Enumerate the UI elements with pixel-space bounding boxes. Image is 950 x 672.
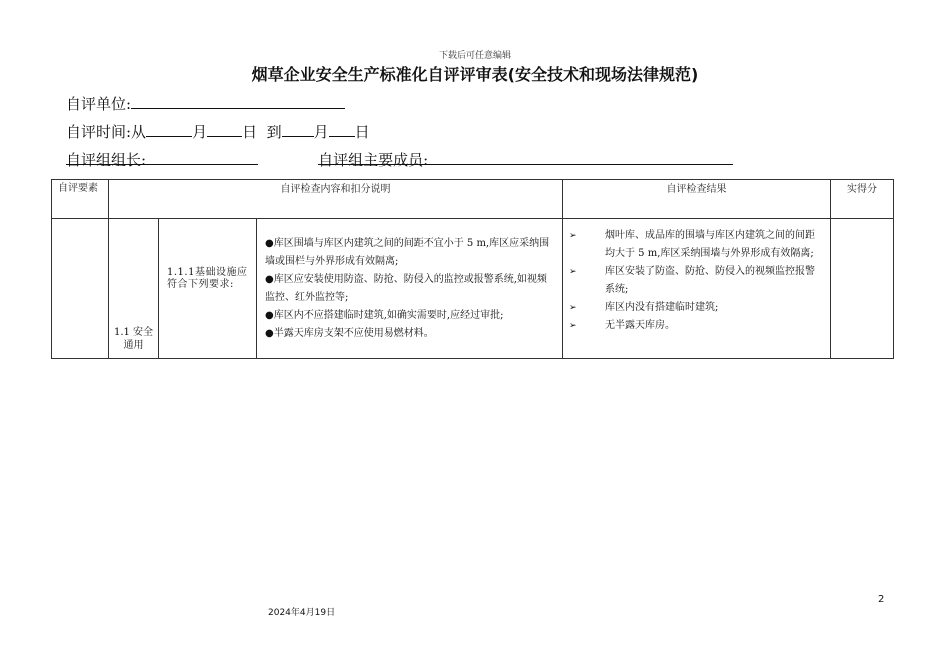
content-line-3: ●库区内不应搭建临时建筑,如确实需要时,应经过审批; bbox=[265, 310, 504, 321]
item-cell: 1.1.1基础设施应符合下列要求: bbox=[159, 219, 257, 359]
header-score: 实得分 bbox=[831, 180, 894, 219]
self-evaluation-table bbox=[51, 179, 894, 359]
result-item-1 bbox=[569, 227, 824, 263]
arrow-bullet-icon: ➢ bbox=[569, 303, 577, 313]
unit-label: 自评单位: bbox=[66, 95, 132, 113]
start-day-blank bbox=[207, 121, 242, 137]
time-label: 自评时间:从 bbox=[66, 123, 147, 141]
form-unit-line bbox=[66, 93, 345, 114]
start-month-blank bbox=[146, 121, 192, 137]
members-label: 自评组主要成员: bbox=[318, 151, 429, 169]
content-cell bbox=[257, 219, 563, 359]
form-time-line bbox=[66, 121, 370, 142]
end-month-blank bbox=[282, 121, 314, 137]
header-content: 自评检查内容和扣分说明 bbox=[109, 180, 563, 219]
arrow-bullet-icon: ➢ bbox=[569, 231, 577, 241]
content-line-2: ●库区应安装使用防盗、防抢、防侵入的监控或报警系统,如视频监控、红外监控等; bbox=[265, 274, 547, 303]
unit-blank bbox=[131, 93, 345, 109]
form-team-line bbox=[66, 149, 733, 169]
element-cell bbox=[52, 219, 109, 359]
table-header-row bbox=[52, 180, 894, 219]
to-label: 到 bbox=[266, 123, 282, 141]
end-month-label: 月 bbox=[313, 123, 329, 141]
table-row bbox=[52, 219, 894, 359]
members-underlined bbox=[318, 149, 733, 169]
result-text-1: 烟叶库、成品库的围墙与库区内建筑之间的间距均大于 5 m,库区采纳围墙与外界形成有效隔离; bbox=[605, 230, 815, 259]
result-item-2 bbox=[569, 263, 824, 299]
result-text-2: 库区安装了防盗、防抢、防侵入的视频监控报警系统; bbox=[605, 266, 815, 295]
result-item-3 bbox=[569, 299, 824, 317]
result-text-4: 无半露天库房。 bbox=[605, 320, 675, 331]
header-note: 下载后可任意编辑 bbox=[438, 51, 511, 61]
result-item-4 bbox=[569, 317, 824, 335]
start-month-label: 月 bbox=[192, 123, 208, 141]
start-day-label: 日 bbox=[242, 123, 258, 141]
result-text-3: 库区内没有搭建临时建筑; bbox=[605, 302, 719, 313]
page-title: 烟草企业安全生产标准化自评评审表(安全技术和现场法律规范) bbox=[251, 65, 699, 84]
header-result: 自评检查结果 bbox=[563, 180, 831, 219]
end-day-blank bbox=[329, 121, 355, 137]
arrow-bullet-icon: ➢ bbox=[569, 321, 577, 331]
arrow-bullet-icon: ➢ bbox=[569, 267, 577, 277]
leader-underlined bbox=[66, 149, 258, 169]
header-element: 自评要素 bbox=[52, 180, 109, 219]
result-cell bbox=[563, 219, 831, 359]
leader-label: 自评组组长: bbox=[66, 151, 147, 169]
footer-date: 2024年4月19日 bbox=[268, 608, 336, 618]
end-day-label: 日 bbox=[354, 123, 370, 141]
content-line-1: ●库区围墙与库区内建筑之间的间距不宜小于 5 m,库区应采纳围墙或围栏与外界形成有效隔离; bbox=[265, 238, 550, 267]
sub-element-cell: 1.1 安全通用 bbox=[109, 219, 159, 359]
page-number: 2 bbox=[878, 594, 885, 605]
score-cell bbox=[831, 219, 894, 359]
content-line-4: ●半露天库房支架不应使用易燃材料。 bbox=[265, 328, 434, 339]
